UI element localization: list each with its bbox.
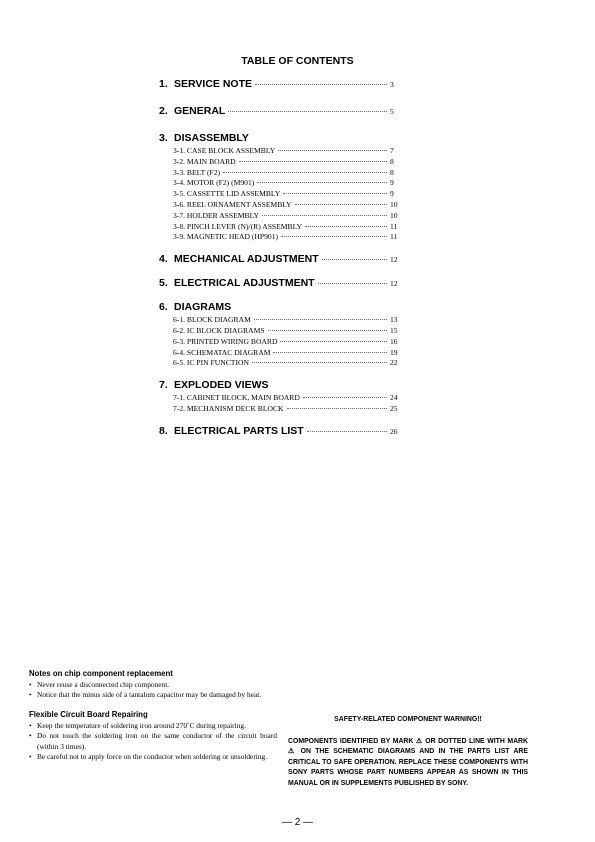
page-number: 15 (390, 325, 398, 335)
section-label: ELECTRICAL ADJUSTMENT (174, 277, 315, 290)
section-label: EXPLODED VIEWS (174, 379, 269, 392)
toc-subsection[interactable] (159, 315, 399, 326)
toc-subsection[interactable] (159, 232, 399, 243)
leader-dots (318, 283, 387, 284)
leader-dots (295, 204, 387, 205)
leader-dots (252, 362, 387, 363)
leader-dots (287, 408, 387, 409)
page-number: 9 (390, 178, 394, 188)
page-number: 8 (390, 167, 394, 177)
page-number: 16 (390, 336, 398, 346)
section-number: 2. (159, 105, 168, 117)
subsection-label: 3-5. CASSETTE LID ASSEMBLY (173, 189, 281, 199)
toc-subsection[interactable] (159, 222, 399, 233)
section-label: SERVICE NOTE (174, 78, 252, 90)
toc-section[interactable] (159, 277, 399, 291)
page-number: 19 (390, 347, 398, 357)
leader-dots (303, 397, 387, 398)
section-label: DIAGRAMS (174, 301, 232, 314)
toc-subsection[interactable] (159, 404, 399, 415)
leader-dots (254, 319, 387, 320)
section-number: 4. (159, 253, 168, 266)
toc-title: TABLE OF CONTENTS (241, 55, 354, 67)
leader-dots (268, 330, 387, 331)
toc-section[interactable] (159, 425, 399, 439)
page-number: 24 (390, 393, 398, 403)
safety-warning (288, 715, 528, 790)
section-number: 5. (159, 277, 168, 290)
leader-dots (239, 161, 387, 162)
page-number: 8 (390, 156, 394, 166)
section-number: 8. (159, 424, 168, 437)
leader-dots (255, 84, 387, 85)
leader-dots (322, 259, 387, 260)
leader-dots (307, 431, 387, 432)
section-label: MECHANICAL ADJUSTMENT (174, 253, 319, 266)
toc-section[interactable] (159, 253, 399, 267)
list-item: • Do not touch the soldering iron on the same conductor of the circuit board (within 3 times). (29, 731, 277, 752)
subsection-label: 6-2. IC BLOCK DIAGRAMS (173, 325, 265, 335)
page-number: 25 (390, 403, 398, 413)
subsection-label: 3-2. MAIN BOARD (173, 156, 236, 166)
chip-notes-heading: Notes on chip component replacement (29, 669, 173, 678)
list-item: • Keep the temperature of soldering iron around 270˚C during repairing. (29, 721, 277, 731)
table-of-contents (159, 78, 399, 439)
section-label: GENERAL (174, 105, 226, 117)
page-number: 3 (390, 80, 394, 89)
subsection-label: 3-6. REEL ORNAMENT ASSEMBLY (173, 199, 292, 209)
leader-dots (283, 193, 387, 194)
toc-subsection[interactable] (159, 358, 399, 369)
toc-subsection[interactable] (159, 189, 399, 200)
subsection-label: 7-2. MECHANISM DECK BLOCK (173, 403, 284, 413)
subsection-label: 6-4. SCHEMATAC DIAGRAM (173, 347, 271, 357)
leader-dots (273, 352, 387, 353)
section-number: 7. (159, 379, 168, 392)
section-label: ELECTRICAL PARTS LIST (174, 424, 304, 437)
section-label: DISASSEMBLY (174, 132, 249, 144)
page-number: 12 (390, 279, 398, 289)
warning-body: COMPONENTS IDENTIFIED BY MARK ⚠ OR DOTTED LINE WITH MARK ⚠ ON THE SCHEMATIC DIAGRAMS AND IN THE PARTS LIST ARE CRITICAL TO SAFE OPERATION. REPLACE THESE COMPONENTS WITH SONY PARTS WHOSE PART NUMBERS APPEAR AS SHOWN IN THIS MANUAL OR IN SUPPLEMENTS PUBLISHED BY SONY. (288, 737, 528, 787)
list-item: • Never reuse a disconnected chip component. (29, 680, 277, 690)
toc-subsection[interactable] (159, 178, 399, 189)
chip-notes-list (29, 680, 277, 701)
subsection-label: 3-8. PINCH LEVER (N)/(R) ASSEMBLY (173, 221, 302, 231)
section-number: 6. (159, 301, 168, 314)
leader-dots (281, 236, 387, 237)
leader-dots (223, 172, 387, 173)
page-number: 10 (390, 210, 398, 220)
toc-subsection[interactable] (159, 393, 399, 404)
section-number: 3. (159, 132, 168, 144)
page-number: 13 (390, 315, 398, 325)
toc-section[interactable] (159, 379, 399, 393)
toc-section[interactable] (159, 132, 399, 146)
toc-subsection[interactable] (159, 326, 399, 337)
page-folio: — 2 — (281, 817, 314, 828)
subsection-label: 6-5. IC PIN FUNCTION (173, 358, 249, 368)
subsection-label: 3-9. MAGNETIC HEAD (HP901) (173, 232, 279, 242)
leader-dots (262, 215, 387, 216)
toc-subsection[interactable] (159, 157, 399, 168)
section-number: 1. (159, 78, 168, 90)
leader-dots (305, 226, 387, 227)
toc-section[interactable] (159, 301, 399, 315)
leader-dots (278, 150, 387, 151)
toc-subsection[interactable] (159, 146, 399, 157)
page-number: 9 (390, 189, 394, 199)
warning-title: SAFETY-RELATED COMPONENT WARNING!! (334, 716, 482, 723)
page-number: 7 (390, 146, 394, 155)
subsection-label: 6-3. PRINTED WIRING BOARD (173, 336, 278, 346)
toc-subsection[interactable] (159, 211, 399, 222)
list-item: • Notice that the minus side of a tantalum capacitor may be damaged by heat. (29, 690, 277, 700)
toc-section[interactable] (159, 78, 399, 92)
toc-subsection[interactable] (159, 348, 399, 359)
subsection-label: 7-1. CABINET BLOCK, MAIN BOARD (173, 393, 300, 403)
toc-subsection[interactable] (159, 168, 399, 179)
subsection-label: 3-7. HOLDER ASSEMBLY (173, 210, 259, 220)
flex-notes-list (29, 721, 277, 763)
leader-dots (280, 341, 387, 342)
page-number: 11 (390, 221, 398, 231)
toc-subsection[interactable] (159, 337, 399, 348)
service-notes (29, 669, 277, 762)
subsection-label: 3-4. MOTOR (F2) (M901) (173, 178, 255, 188)
subsection-label: 3-1. CASE BLOCK ASSEMBLY (173, 146, 276, 155)
page-number: 11 (390, 232, 398, 242)
leader-dots (257, 182, 387, 183)
toc-section[interactable] (159, 105, 399, 119)
page-number: 10 (390, 199, 398, 209)
page-number: 12 (390, 255, 398, 265)
subsection-label: 3-3. BELT (F2) (173, 167, 221, 177)
subsection-label: 6-1. BLOCK DIAGRAM (173, 315, 251, 325)
toc-subsection[interactable] (159, 200, 399, 211)
flex-notes-heading: Flexible Circuit Board Repairing (29, 709, 148, 719)
page-number: 5 (390, 107, 394, 116)
page-number: 26 (390, 426, 398, 436)
page-number: 22 (390, 358, 398, 368)
list-item: • Be careful not to apply force on the conductor when soldering or unsoldering. (29, 752, 277, 762)
leader-dots (228, 111, 387, 112)
